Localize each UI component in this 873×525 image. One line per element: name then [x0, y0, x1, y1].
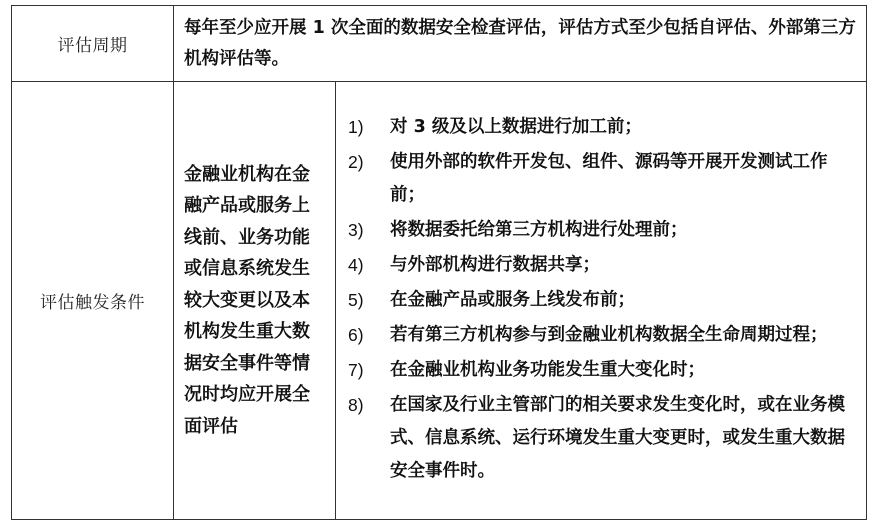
- item-text: 在金融产品或服务上线发布前；: [390, 290, 635, 310]
- item-text: 在金融业机构业务功能发生重大变化时；: [390, 360, 705, 380]
- item-text: 使用外部的软件开发包、组件、源码等开展开发测试工作前；: [390, 152, 828, 205]
- item-text: 将数据委托给第三方机构进行处理前；: [390, 220, 688, 240]
- item-number: 1): [348, 117, 364, 137]
- item-number: 8): [348, 395, 364, 415]
- trigger-summary: 金融业机构在金融产品或服务上线前、业务功能或信息系统发生较大变更以及本机构发生重大数据安全事件等情况时均应开展全面评估: [174, 82, 336, 520]
- list-item: [346, 389, 856, 488]
- list-item: [346, 214, 856, 247]
- item-number: 2): [348, 152, 364, 172]
- item-text: 与外部机构进行数据共享；: [390, 255, 600, 275]
- list-item: [346, 284, 856, 317]
- item-text: 若有第三方机构参与到金融业机构数据全生命周期过程；: [390, 325, 828, 345]
- list-item: [346, 354, 856, 387]
- period-content: 每年至少应开展 1 次全面的数据安全检查评估，评估方式至少包括自评估、外部第三方机构评估等。: [174, 6, 867, 82]
- trigger-list: [336, 82, 867, 520]
- period-label: 评估周期: [12, 6, 174, 82]
- list-item: [346, 111, 856, 144]
- item-number: 5): [348, 290, 364, 310]
- assessment-table: [11, 5, 867, 520]
- trigger-label: 评估触发条件: [12, 82, 174, 520]
- item-text: 对 3 级及以上数据进行加工前；: [390, 117, 642, 137]
- item-number: 6): [348, 325, 364, 345]
- list-item: [346, 319, 856, 352]
- list-item: [346, 249, 856, 282]
- item-number: 4): [348, 255, 364, 275]
- item-number: 7): [348, 360, 364, 380]
- trigger-row: [12, 82, 867, 520]
- period-row: [12, 6, 867, 82]
- item-number: 3): [348, 220, 364, 240]
- list-item: [346, 146, 856, 212]
- item-text: 在国家及行业主管部门的相关要求发生变化时，或在业务模式、信息系统、运行环境发生重大变更时，或发生重大数据安全事件时。: [390, 395, 845, 481]
